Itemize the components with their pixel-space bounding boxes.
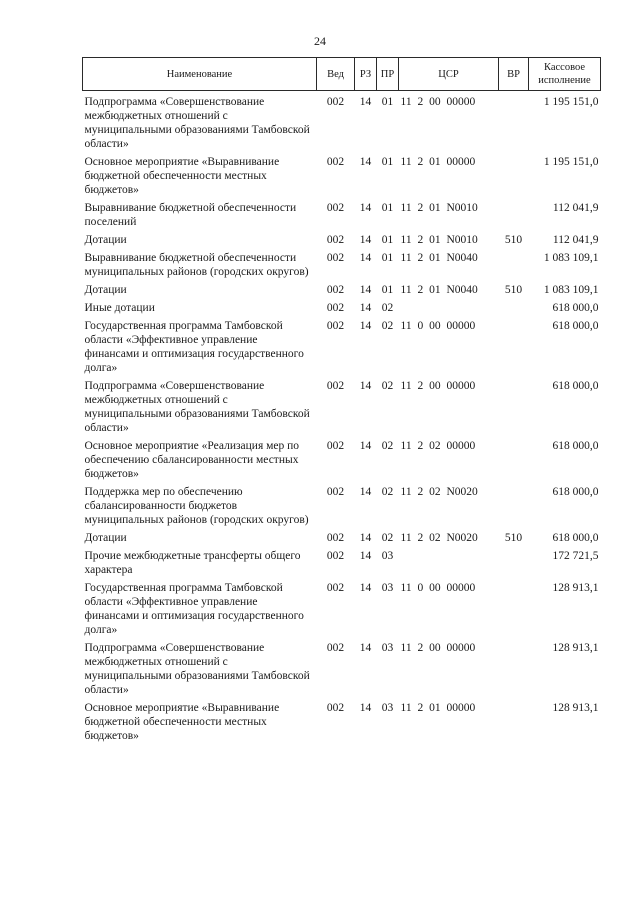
cell-csr: 11 2 01 N0010 xyxy=(400,202,478,214)
cell-rz: 14 xyxy=(359,486,372,498)
cell-rz: 14 xyxy=(359,550,372,562)
cell-csr: 11 2 02 N0020 xyxy=(400,532,478,544)
cell-rz: 14 xyxy=(359,702,372,714)
cell-sum: 128 913,1 xyxy=(552,702,599,714)
table-row xyxy=(83,701,601,747)
cell-sum: 618 000,0 xyxy=(552,440,599,452)
cell-name: Государственная программа Тамбовской области «Эффективное управление финансами и оптимизация государственного долга» xyxy=(84,320,304,374)
cell-pr: 03 xyxy=(381,550,394,562)
cell-ved: 002 xyxy=(326,202,345,214)
cell-csr: 11 2 02 N0020 xyxy=(400,486,478,498)
cell-rz: 14 xyxy=(359,440,372,452)
cell-vr xyxy=(499,439,529,485)
cell-csr: 11 2 01 00000 xyxy=(400,702,476,714)
cell-vr: 510 xyxy=(504,234,523,246)
table-row xyxy=(83,319,601,379)
cell-csr: 11 2 01 N0040 xyxy=(400,284,478,296)
cell-rz: 14 xyxy=(359,302,372,314)
cell-pr: 03 xyxy=(381,642,394,654)
table-row xyxy=(83,283,601,301)
table-row xyxy=(83,201,601,233)
cell-pr: 01 xyxy=(381,156,394,168)
page-number: 24 xyxy=(314,34,326,48)
cell-csr: 11 2 00 00000 xyxy=(400,380,476,392)
cell-name: Дотации xyxy=(84,532,127,544)
cell-pr: 02 xyxy=(381,302,394,314)
cell-rz: 14 xyxy=(359,156,372,168)
table-row xyxy=(83,485,601,531)
cell-name: Дотации xyxy=(84,284,127,296)
cell-sum: 112 041,9 xyxy=(552,234,599,246)
cell-name: Прочие межбюджетные трансферты общего характера xyxy=(84,550,301,576)
cell-sum: 618 000,0 xyxy=(552,320,599,332)
cell-vr xyxy=(499,641,529,701)
cell-vr xyxy=(499,485,529,531)
header-vr: ВР xyxy=(499,58,529,91)
cell-pr: 02 xyxy=(381,486,394,498)
cell-rz: 14 xyxy=(359,532,372,544)
cell-csr xyxy=(399,301,499,319)
table-row xyxy=(83,581,601,641)
cell-ved: 002 xyxy=(326,550,345,562)
cell-pr: 01 xyxy=(381,202,394,214)
cell-csr: 11 2 01 N0040 xyxy=(400,252,478,264)
table-row xyxy=(83,439,601,485)
cell-ved: 002 xyxy=(326,234,345,246)
cell-csr xyxy=(399,549,499,581)
cell-pr: 03 xyxy=(381,582,394,594)
table-row xyxy=(83,233,601,251)
cell-csr: 11 0 00 00000 xyxy=(400,582,476,594)
table-header-row xyxy=(83,58,601,91)
cell-pr: 01 xyxy=(381,252,394,264)
cell-rz: 14 xyxy=(359,96,372,108)
header-name: Наименование xyxy=(83,58,317,91)
cell-name: Подпрограмма «Совершенствование межбюджетных отношений с муниципальными образованиями Тамбовской области» xyxy=(84,96,310,150)
cell-vr: 510 xyxy=(504,532,523,544)
cell-ved: 002 xyxy=(326,302,345,314)
cell-pr: 02 xyxy=(381,320,394,332)
cell-name: Основное мероприятие «Выравнивание бюджетной обеспеченности местных бюджетов» xyxy=(84,702,280,742)
header-sum: Кассовое исполнение xyxy=(529,58,601,91)
cell-csr: 11 2 01 N0010 xyxy=(400,234,478,246)
cell-sum: 1 083 109,1 xyxy=(543,252,599,264)
cell-pr: 01 xyxy=(381,96,394,108)
cell-vr xyxy=(499,549,529,581)
table-row xyxy=(83,379,601,439)
cell-ved: 002 xyxy=(326,532,345,544)
cell-ved: 002 xyxy=(326,582,345,594)
table-row xyxy=(83,91,601,156)
cell-ved: 002 xyxy=(326,96,345,108)
cell-ved: 002 xyxy=(326,156,345,168)
cell-sum: 1 195 151,0 xyxy=(543,156,599,168)
cell-csr: 11 2 01 00000 xyxy=(400,156,476,168)
cell-rz: 14 xyxy=(359,642,372,654)
cell-pr: 02 xyxy=(381,532,394,544)
cell-pr: 01 xyxy=(381,284,394,296)
cell-sum: 618 000,0 xyxy=(552,302,599,314)
cell-rz: 14 xyxy=(359,582,372,594)
cell-vr xyxy=(499,581,529,641)
cell-rz: 14 xyxy=(359,252,372,264)
cell-name: Подпрограмма «Совершенствование межбюджетных отношений с муниципальными образованиями Тамбовской области» xyxy=(84,380,310,434)
cell-rz: 14 xyxy=(359,202,372,214)
cell-vr xyxy=(499,301,529,319)
cell-vr xyxy=(499,201,529,233)
table-row xyxy=(83,251,601,283)
cell-vr xyxy=(499,251,529,283)
header-pr: ПР xyxy=(377,58,399,91)
cell-ved: 002 xyxy=(326,486,345,498)
cell-rz: 14 xyxy=(359,380,372,392)
table-row xyxy=(83,301,601,319)
cell-ved: 002 xyxy=(326,320,345,332)
table-row xyxy=(83,155,601,201)
cell-name: Подпрограмма «Совершенствование межбюджетных отношений с муниципальными образованиями Тамбовской области» xyxy=(84,642,310,696)
cell-pr: 02 xyxy=(381,440,394,452)
cell-csr: 11 2 00 00000 xyxy=(400,642,476,654)
cell-sum: 172 721,5 xyxy=(552,550,599,562)
cell-ved: 002 xyxy=(326,380,345,392)
cell-csr: 11 2 02 00000 xyxy=(400,440,476,452)
table-row xyxy=(83,531,601,549)
cell-ved: 002 xyxy=(326,284,345,296)
cell-name: Выравнивание бюджетной обеспеченности поселений xyxy=(84,202,297,228)
cell-name: Основное мероприятие «Реализация мер по обеспечению сбалансированности местных бюджетов» xyxy=(84,440,300,480)
cell-name: Дотации xyxy=(84,234,127,246)
cell-rz: 14 xyxy=(359,320,372,332)
cell-name: Иные дотации xyxy=(84,302,155,314)
cell-vr xyxy=(499,701,529,747)
cell-sum: 128 913,1 xyxy=(552,582,599,594)
cell-pr: 03 xyxy=(381,702,394,714)
cell-vr: 510 xyxy=(504,284,523,296)
cell-ved: 002 xyxy=(326,702,345,714)
cell-sum: 1 195 151,0 xyxy=(543,96,599,108)
cell-ved: 002 xyxy=(326,252,345,264)
cell-vr xyxy=(499,319,529,379)
cell-csr: 11 2 00 00000 xyxy=(400,96,476,108)
cell-sum: 618 000,0 xyxy=(552,532,599,544)
cell-vr xyxy=(499,91,529,156)
cell-rz: 14 xyxy=(359,284,372,296)
cell-name: Поддержка мер по обеспечению сбалансированности бюджетов муниципальных районов (городских округов) xyxy=(84,486,309,526)
cell-sum: 128 913,1 xyxy=(552,642,599,654)
table-row xyxy=(83,549,601,581)
header-ved: Вед xyxy=(317,58,355,91)
cell-sum: 1 083 109,1 xyxy=(543,284,599,296)
table-row xyxy=(83,641,601,701)
cell-sum: 618 000,0 xyxy=(552,486,599,498)
header-rz: РЗ xyxy=(355,58,377,91)
budget-table xyxy=(82,57,601,747)
cell-name: Государственная программа Тамбовской области «Эффективное управление финансами и оптимизация государственного долга» xyxy=(84,582,304,636)
cell-sum: 618 000,0 xyxy=(552,380,599,392)
cell-pr: 01 xyxy=(381,234,394,246)
cell-sum: 112 041,9 xyxy=(552,202,599,214)
table-body xyxy=(83,91,601,748)
cell-vr xyxy=(499,379,529,439)
cell-vr xyxy=(499,155,529,201)
cell-name: Выравнивание бюджетной обеспеченности муниципальных районов (городских округов) xyxy=(84,252,309,278)
cell-ved: 002 xyxy=(326,642,345,654)
cell-rz: 14 xyxy=(359,234,372,246)
cell-ved: 002 xyxy=(326,440,345,452)
cell-name: Основное мероприятие «Выравнивание бюджетной обеспеченности местных бюджетов» xyxy=(84,156,280,196)
cell-csr: 11 0 00 00000 xyxy=(400,320,476,332)
cell-pr: 02 xyxy=(381,380,394,392)
header-csr: ЦСР xyxy=(399,58,499,91)
